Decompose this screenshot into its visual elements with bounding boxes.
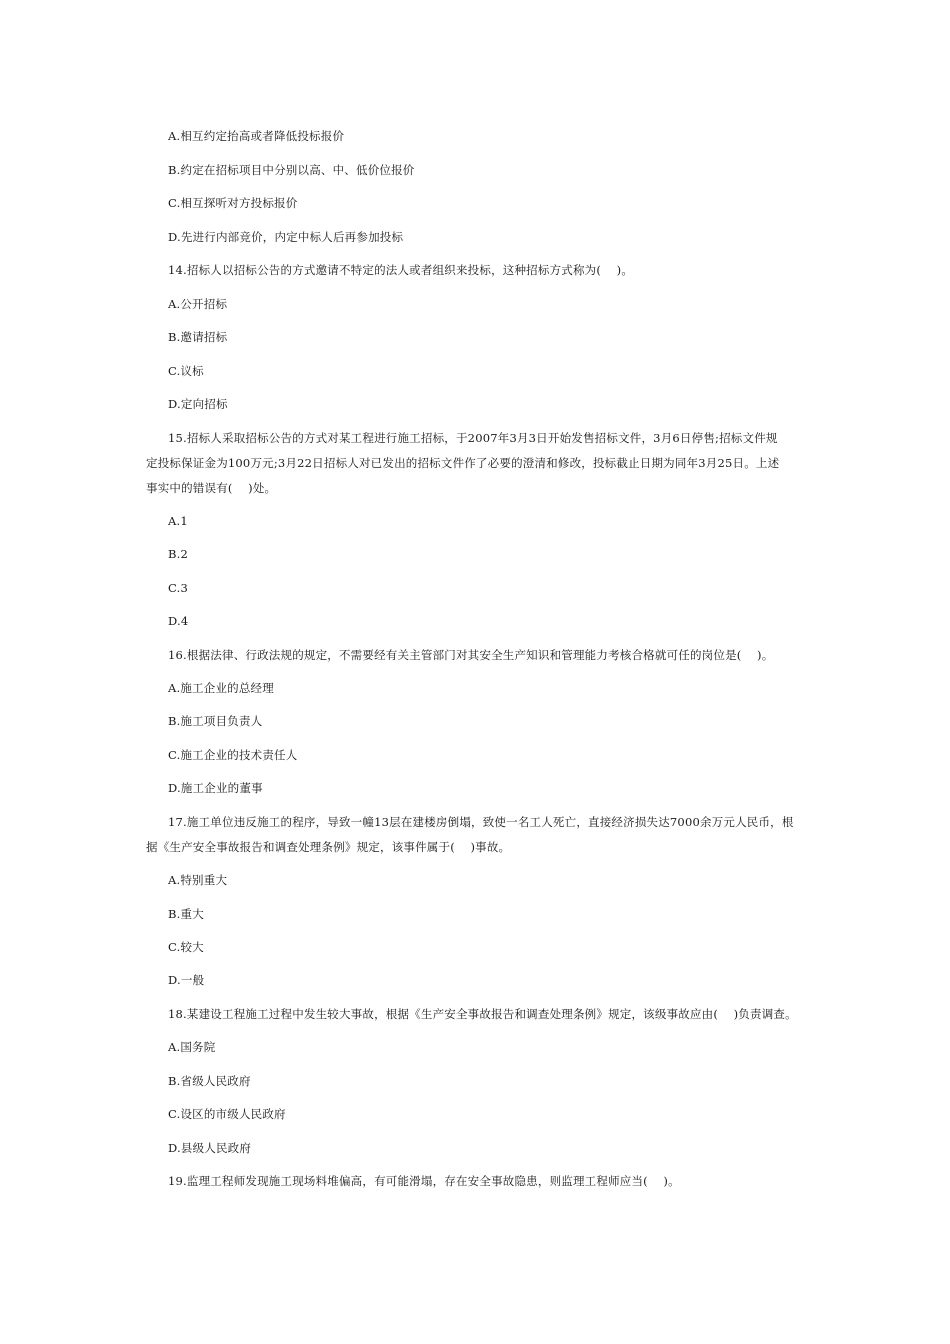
q18-option-a: A.国务院	[168, 1040, 216, 1054]
q15-text-line1: 15.招标人采取招标公告的方式对某工程进行施工招标，于2007年3月3日开始发售招标文件，3月6日停售;招标文件规	[168, 431, 778, 445]
q13-option-c: C.相互探听对方投标报价	[168, 196, 298, 210]
q17-option-a: A.特别重大	[168, 873, 228, 887]
q13-option-b: B.约定在招标项目中分别以高、中、低价位报价	[168, 163, 415, 177]
q15-option-c: C.3	[168, 581, 188, 595]
q16-option-a: A.施工企业的总经理	[168, 681, 274, 695]
q18-option-d: D.县级人民政府	[168, 1141, 252, 1155]
q17-option-d: D.一般	[168, 973, 205, 987]
q13-option-d: D.先进行内部竞价，内定中标人后再参加投标	[168, 230, 404, 244]
q15-text-line2: 定投标保证金为100万元;3月22日招标人对已发出的招标文件作了必要的澄清和修改，投标截止日期为同年3月25日。上述	[146, 456, 780, 470]
q16-option-b: B.施工项目负责人	[168, 714, 263, 728]
q14-option-a: A.公开招标	[168, 297, 228, 311]
q14-option-c: C.议标	[168, 364, 204, 378]
q14-option-b: B.邀请招标	[168, 330, 228, 344]
q15-text-line3: 事实中的错误有( )处。	[146, 481, 277, 495]
q16-option-c: C.施工企业的技术责任人	[168, 748, 298, 762]
q17-option-b: B.重大	[168, 907, 204, 921]
q15-option-d: D.4	[168, 614, 189, 628]
q18-option-c: C.设区的市级人民政府	[168, 1107, 286, 1121]
q13-option-a: A.相互约定抬高或者降低投标报价	[168, 129, 345, 143]
q16-option-d: D.施工企业的董事	[168, 781, 263, 795]
q15-option-a: A.1	[168, 514, 188, 528]
q18-option-b: B.省级人民政府	[168, 1074, 251, 1088]
q16-text: 16.根据法律、行政法规的规定，不需要经有关主管部门对其安全生产知识和管理能力考核合格就可任的岗位是( )。	[168, 648, 774, 662]
q17-text-line2: 据《生产安全事故报告和调查处理条例》规定，该事件属于( )事故。	[146, 840, 511, 854]
q14-option-d: D.定向招标	[168, 397, 228, 411]
q17-option-c: C.较大	[168, 940, 204, 954]
q19-text: 19.监理工程师发现施工现场料堆偏高，有可能滑塌，存在安全事故隐患，则监理工程师应当( )。	[168, 1174, 680, 1188]
q17-text-line1: 17.施工单位违反施工的程序，导致一幢13层在建楼房倒塌，致使一名工人死亡，直接经济损失达7000余万元人民币，根	[168, 815, 794, 829]
q14-text: 14.招标人以招标公告的方式邀请不特定的法人或者组织来投标，这种招标方式称为( )。	[168, 263, 634, 277]
q18-text: 18.某建设工程施工过程中发生较大事故，根据《生产安全事故报告和调查处理条例》规定，该级事故应由( )负责调查。	[168, 1007, 797, 1021]
q15-option-b: B.2	[168, 547, 189, 561]
